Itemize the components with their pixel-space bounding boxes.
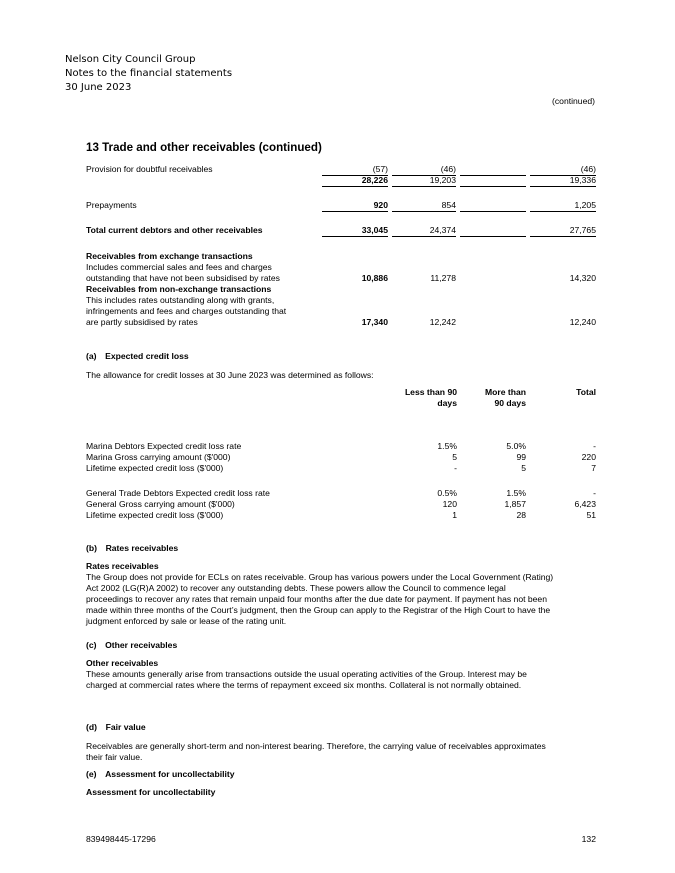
ecl-col-lt90-a: Less than 90 bbox=[404, 387, 457, 397]
prepayments-2023-group: 920 bbox=[373, 200, 388, 210]
ecl-general-label: General Trade Debtors Expected credit loss rate bbox=[86, 488, 270, 498]
ecl-heading: (a) Expected credit loss bbox=[86, 351, 189, 361]
fair-value-line: their fair value. bbox=[86, 752, 143, 762]
ecl-marina-v3: 7 bbox=[591, 463, 596, 473]
footer-document-id: 839498445-17296 bbox=[86, 834, 156, 844]
exchange-desc-1: Includes commercial sales and fees and charges bbox=[86, 262, 272, 272]
ecl-marina-label: Lifetime expected credit loss ($'000) bbox=[86, 463, 224, 473]
provision-label: Provision for doubtful receivables bbox=[86, 164, 213, 174]
ecl-general-label: General Gross carrying amount ($'000) bbox=[86, 499, 235, 509]
ecl-marina-v3: - bbox=[593, 441, 596, 451]
other-paragraph-line: charged at commercial rates where the terms of repayment exceed six months. Collateral is not normally obtained. bbox=[86, 680, 522, 690]
ecl-general-v3: - bbox=[593, 488, 596, 498]
other-heading: (c) Other receivables bbox=[86, 640, 178, 650]
subtotal-2022-group: 19,203 bbox=[429, 175, 456, 185]
ecl-marina-v2: 99 bbox=[516, 452, 526, 462]
total-2022-council: 27,765 bbox=[569, 225, 596, 235]
ecl-general-label: Lifetime expected credit loss ($'000) bbox=[86, 510, 224, 520]
ecl-col-gt90-b: 90 days bbox=[494, 398, 526, 408]
nonexchange-2022-council: 12,240 bbox=[569, 317, 596, 327]
ecl-col-lt90-b: days bbox=[437, 398, 457, 408]
ecl-marina-label: Marina Gross carrying amount ($'000) bbox=[86, 452, 231, 462]
rates-heading: (b) Rates receivables bbox=[86, 543, 179, 553]
rule bbox=[322, 186, 388, 187]
nonexchange-2022-group: 12,242 bbox=[429, 317, 456, 327]
document-title: Notes to the financial statements bbox=[65, 68, 233, 79]
exchange-desc-2: outstanding that have not been subsidised by rates bbox=[86, 273, 280, 283]
ecl-marina-v3: 220 bbox=[581, 452, 596, 462]
ecl-marina-v2: 5.0% bbox=[506, 441, 526, 451]
ecl-col-total: Total bbox=[576, 387, 596, 397]
ecl-general-v2: 1,857 bbox=[504, 499, 526, 509]
nonexchange-desc-1: This includes rates outstanding along with grants, bbox=[86, 295, 275, 305]
rule bbox=[392, 211, 456, 212]
rule bbox=[460, 211, 526, 212]
footer-page-number: 132 bbox=[581, 834, 596, 844]
ecl-general-v2: 28 bbox=[516, 510, 526, 520]
rule bbox=[530, 186, 596, 187]
continued-label: (continued) bbox=[552, 96, 595, 106]
ecl-marina-v1: 1.5% bbox=[437, 441, 457, 451]
ecl-general-v1: 1 bbox=[452, 510, 457, 520]
ecl-marina-label: Marina Debtors Expected credit loss rate bbox=[86, 441, 242, 451]
total-2022-group: 24,374 bbox=[429, 225, 456, 235]
other-subheading: Other receivables bbox=[86, 658, 159, 668]
subtotal-2023-group: 28,226 bbox=[361, 175, 388, 185]
ecl-col-gt90-a: More than bbox=[484, 387, 526, 397]
rule bbox=[392, 186, 456, 187]
nonexchange-2023-group: 17,340 bbox=[361, 317, 388, 327]
prepayments-2022-council: 1,205 bbox=[574, 200, 596, 210]
fair-value-heading: (d) Fair value bbox=[86, 722, 146, 732]
rule bbox=[530, 211, 596, 212]
rule bbox=[460, 236, 526, 237]
ecl-general-v1: 0.5% bbox=[437, 488, 457, 498]
rates-subheading: Rates receivables bbox=[86, 561, 159, 571]
provision-2022-council: (46) bbox=[580, 164, 596, 174]
rates-paragraph-line: judgment enforced by sale or lease of the rating unit. bbox=[86, 616, 287, 626]
rule bbox=[460, 175, 526, 176]
ecl-general-v3: 6,423 bbox=[574, 499, 596, 509]
rule bbox=[392, 236, 456, 237]
ecl-general-v3: 51 bbox=[586, 510, 596, 520]
fair-value-line: Receivables are generally short-term and non-interest bearing. Therefore, the carrying value of receivables approximates bbox=[86, 741, 546, 751]
exchange-2022-group: 11,278 bbox=[430, 273, 456, 283]
nonexchange-desc-2: infringements and fees and charges outstanding that bbox=[86, 306, 287, 316]
nonexchange-desc-3: are partly subsidised by rates bbox=[86, 317, 198, 327]
rates-paragraph-line: Act 2002 (LG(R)A 2002) to recover any outstanding debts. These powers allow the Council to commence legal bbox=[86, 583, 506, 593]
ecl-general-v1: 120 bbox=[442, 499, 457, 509]
ecl-general-v2: 1.5% bbox=[506, 488, 526, 498]
ecl-marina-v1: - bbox=[454, 463, 457, 473]
rule bbox=[530, 236, 596, 237]
total-label: Total current debtors and other receivables bbox=[86, 225, 263, 235]
section-title: 13 Trade and other receivables (continued) bbox=[86, 141, 322, 154]
ecl-marina-v2: 5 bbox=[521, 463, 526, 473]
ecl-marina-v1: 5 bbox=[452, 452, 457, 462]
other-paragraph-line: These amounts generally arise from transactions outside the usual operating activities of the Group. Interest may be bbox=[86, 669, 527, 679]
prepayments-label: Prepayments bbox=[86, 200, 137, 210]
report-date: 30 June 2023 bbox=[65, 82, 132, 93]
total-2023-group: 33,045 bbox=[361, 225, 388, 235]
provision-2022-group: (46) bbox=[440, 164, 456, 174]
uncollectability-subheading: Assessment for uncollectability bbox=[86, 787, 216, 797]
prepayments-2022-group: 854 bbox=[441, 200, 456, 210]
rule bbox=[322, 236, 388, 237]
nonexchange-heading: Receivables from non-exchange transactions bbox=[86, 284, 272, 294]
exchange-2023-group: 10,886 bbox=[361, 273, 388, 283]
rates-paragraph-line: proceedings to recover any rates that remain unpaid four months after the due date for payment. If payment has not been bbox=[86, 594, 547, 604]
exchange-heading: Receivables from exchange transactions bbox=[86, 251, 253, 261]
rates-paragraph-line: made within three months of the Court’s judgment, then the Group can apply to the Registrar of the High Court to have the bbox=[86, 605, 551, 615]
ecl-intro: The allowance for credit losses at 30 June 2023 was determined as follows: bbox=[86, 370, 374, 380]
rule bbox=[460, 186, 526, 187]
organisation-name: Nelson City Council Group bbox=[65, 54, 196, 65]
uncollectability-heading: (e) Assessment for uncollectability bbox=[86, 769, 235, 779]
provision-2023-group: (57) bbox=[372, 164, 388, 174]
exchange-2022-council: 14,320 bbox=[569, 273, 596, 283]
subtotal-2022-council: 19,336 bbox=[569, 175, 596, 185]
rule bbox=[322, 211, 388, 212]
rates-paragraph-line: The Group does not provide for ECLs on rates receivable. Group has various powers under the Local Government (Rating) bbox=[86, 572, 554, 582]
